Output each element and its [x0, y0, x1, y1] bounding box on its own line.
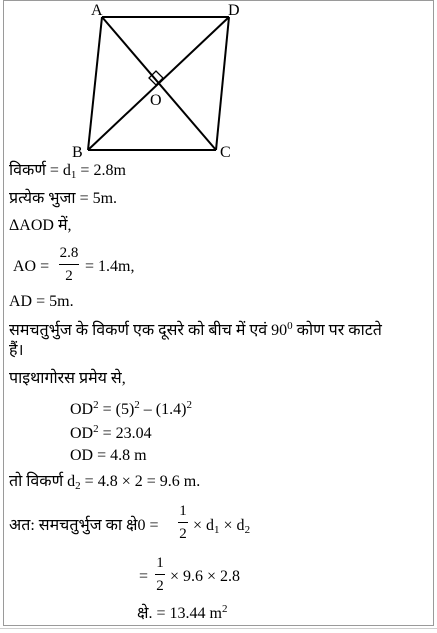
label-c: C	[220, 144, 231, 160]
triangle-aod-line: ΔAOD में,	[9, 217, 72, 234]
ao-fraction-bar	[59, 264, 79, 265]
area-result: क्षे. = 13.44 $m^2$	[137, 603, 228, 622]
diagonal-d1-line: विकर्ण = $d_1 = 2.8m$	[9, 162, 126, 181]
ao-fraction-numerator: 2.8	[59, 245, 79, 261]
rhombus-diagram	[0, 0, 437, 160]
ao-fraction-denominator: 2	[65, 268, 73, 284]
diagonal-property-line: समचतुर्भुज के विकर्ण एक दूसरे को बीच में एवं $90^0$ कोण पर काटते	[9, 320, 382, 339]
area-fraction-bar	[178, 522, 188, 523]
bottom-rule	[0, 628, 437, 629]
od-value: OD = 4.8 m	[70, 447, 147, 464]
od-squared-value: $OD^2 = 23.04$	[70, 423, 152, 442]
od-squared-expression: $OD^2 = (5)^2 - (1.4)^2$	[70, 399, 192, 418]
ao-suffix: = 1.4m,	[85, 258, 135, 275]
area-formula-suffix: × $d_1 \times d_2$	[193, 517, 251, 536]
area-formula-prefix: अत: समचतुर्भुज का क्षे0 =	[9, 517, 159, 534]
area-fraction-numerator: 1	[179, 503, 187, 519]
side-length-line: प्रत्येक भुजा = 5m.	[9, 190, 118, 207]
diagonal-d2-line: तो विकर्ण $d_2 = 4.8 \times 2 = 9.6$ m.	[9, 473, 201, 492]
ao-prefix: AO =	[13, 258, 50, 275]
area-sub-fraction-bar	[155, 574, 165, 575]
side-dc	[216, 17, 229, 150]
pythagoras-line: पाइथागोरस प्रमेय से,	[9, 370, 126, 387]
area-substitution-prefix: =	[139, 568, 149, 585]
area-substitution-suffix: × 9.6 × 2.8	[170, 568, 241, 585]
area-sub-fraction-denominator: 2	[156, 578, 164, 594]
diagonal-property-continuation: हैं।	[9, 342, 24, 359]
label-d: D	[228, 2, 240, 19]
label-o: O	[150, 92, 162, 109]
area-sub-fraction-numerator: 1	[156, 555, 164, 571]
area-fraction-denominator: 2	[179, 526, 187, 542]
label-b: B	[72, 144, 83, 160]
label-a: A	[91, 2, 103, 19]
ad-line: AD = 5m.	[9, 293, 74, 310]
side-ba	[88, 17, 102, 150]
diagonal-bd	[88, 17, 229, 150]
